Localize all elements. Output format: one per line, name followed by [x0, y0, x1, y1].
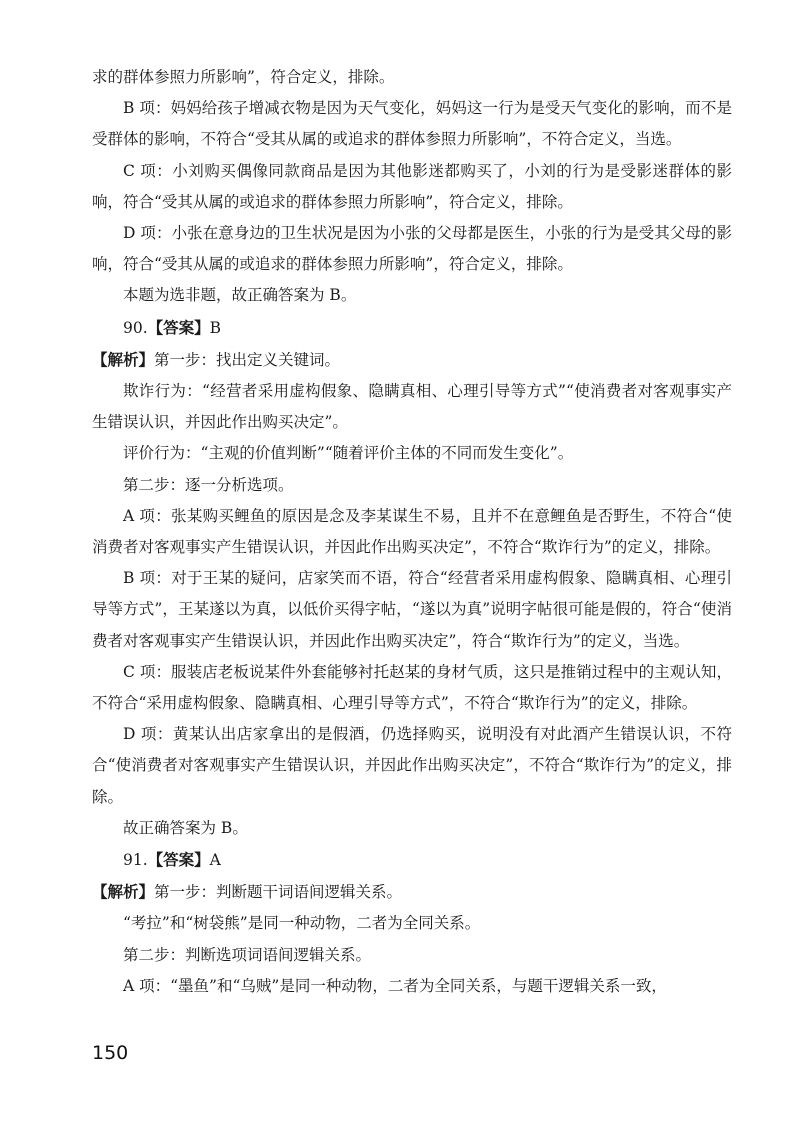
q90-option-d: D 项：黄某认出店家拿出的是假酒，仍选择购买，说明没有对此酒产生错误认识，不符合“使消费者对客观事实产生错误认识，并因此作出购买决定”，不符合“欺诈行为”的定义，排除。 [92, 725, 732, 806]
q90-step2: 第二步：逐一分析选项。 [123, 475, 294, 494]
q90-conclusion: 故正确答案为 B。 [123, 818, 248, 837]
q90-answer-label: 【答案】 [147, 317, 210, 337]
q91-step2: 第二步：判断选项词语间逻辑关系。 [123, 945, 372, 964]
q91-number: 91. [123, 851, 148, 870]
q89-option-d: D 项：小张在意身边的卫生状况是因为小张的父母都是医生，小张的行为是受其父母的影响，符合“受其从属的或追求的群体参照力所影响”，符合定义，排除。 [92, 224, 732, 274]
q91-answer-line [92, 844, 732, 876]
q91-answer-label: 【答案】 [147, 850, 210, 870]
q90-option-c: C 项：服装店老板说某件外套能够衬托赵某的身材气质，这只是推销过程中的主观认知，不符合“采用虚构假象、隐瞒真相、心理引导等方式”，不符合“欺诈行为”的定义，排除。 [92, 662, 732, 713]
q90-number: 90. [123, 318, 148, 337]
page-number: 150 [92, 1042, 129, 1064]
q90-analysis-label: 【解析】 [92, 349, 155, 369]
q90-definition-fraud: 欺诈行为：“经营者采用虚构假象、隐瞒真相、心理引导等方式”“使消费者对客观事实产生错误认识，并因此作出购买决定”。 [92, 382, 732, 432]
q91-analysis-label: 【解析】 [92, 882, 155, 902]
q89-option-b: B 项：妈妈给孩子增减衣物是因为天气变化，妈妈这一行为是受天气变化的影响，而不是受群体的影响，不符合“受其从属的或追求的群体参照力所影响”，不符合定义，当选。 [92, 99, 732, 149]
q89-option-c: C 项：小刘购买偶像同款商品是因为其他影迷都购买了，小刘的行为是受影迷群体的影响，符合“受其从属的或追求的群体参照力所影响”，符合定义，排除。 [92, 161, 732, 211]
q90-answer-line [92, 312, 732, 344]
page-content [92, 62, 732, 1002]
q90-option-b: B 项：对于王某的疑问，店家笑而不语，符合“经营者采用虚构假象、隐瞒真相、心理引导等方式”，王某遂以为真，以低价买得字帖，“遂以为真”说明字帖很可能是假的，符合“使消费者对客观事实产生错误认识，并因此作出购买决定”，符合“欺诈行为”的定义，当选。 [92, 569, 732, 650]
q90-definition-evaluation: 评价行为：“主观的价值判断”“随着评价主体的不同而发生变化”。 [123, 444, 574, 463]
q91-analysis-line [92, 876, 732, 908]
q89-conclusion: 本题为选非题，故正确答案为 B。 [123, 286, 357, 305]
q91-answer: A [209, 851, 221, 870]
q90-option-a: A 项：张某购买鲤鱼的原因是念及李某谋生不易，且并不在意鲤鱼是否野生，不符合“使消费者对客观事实产生错误认识，并因此作出购买决定”，不符合“欺诈行为”的定义，排除。 [92, 506, 732, 557]
q91-relation: “考拉”和“树袋熊”是同一种动物，二者为全同关系。 [123, 914, 481, 933]
q89-continuation: 求的群体参照力所影响”，符合定义，排除。 [92, 68, 395, 86]
q91-step1: 第一步：判断题干词语间逻辑关系。 [154, 883, 403, 902]
q91-option-a: A 项：“墨鱼”和“乌贼”是同一种动物，二者为全同关系，与题干逻辑关系一致， [123, 976, 667, 995]
q90-step1: 第一步：找出定义关键词。 [154, 350, 341, 369]
q90-answer: B [209, 318, 222, 337]
q90-analysis-line [92, 344, 732, 376]
